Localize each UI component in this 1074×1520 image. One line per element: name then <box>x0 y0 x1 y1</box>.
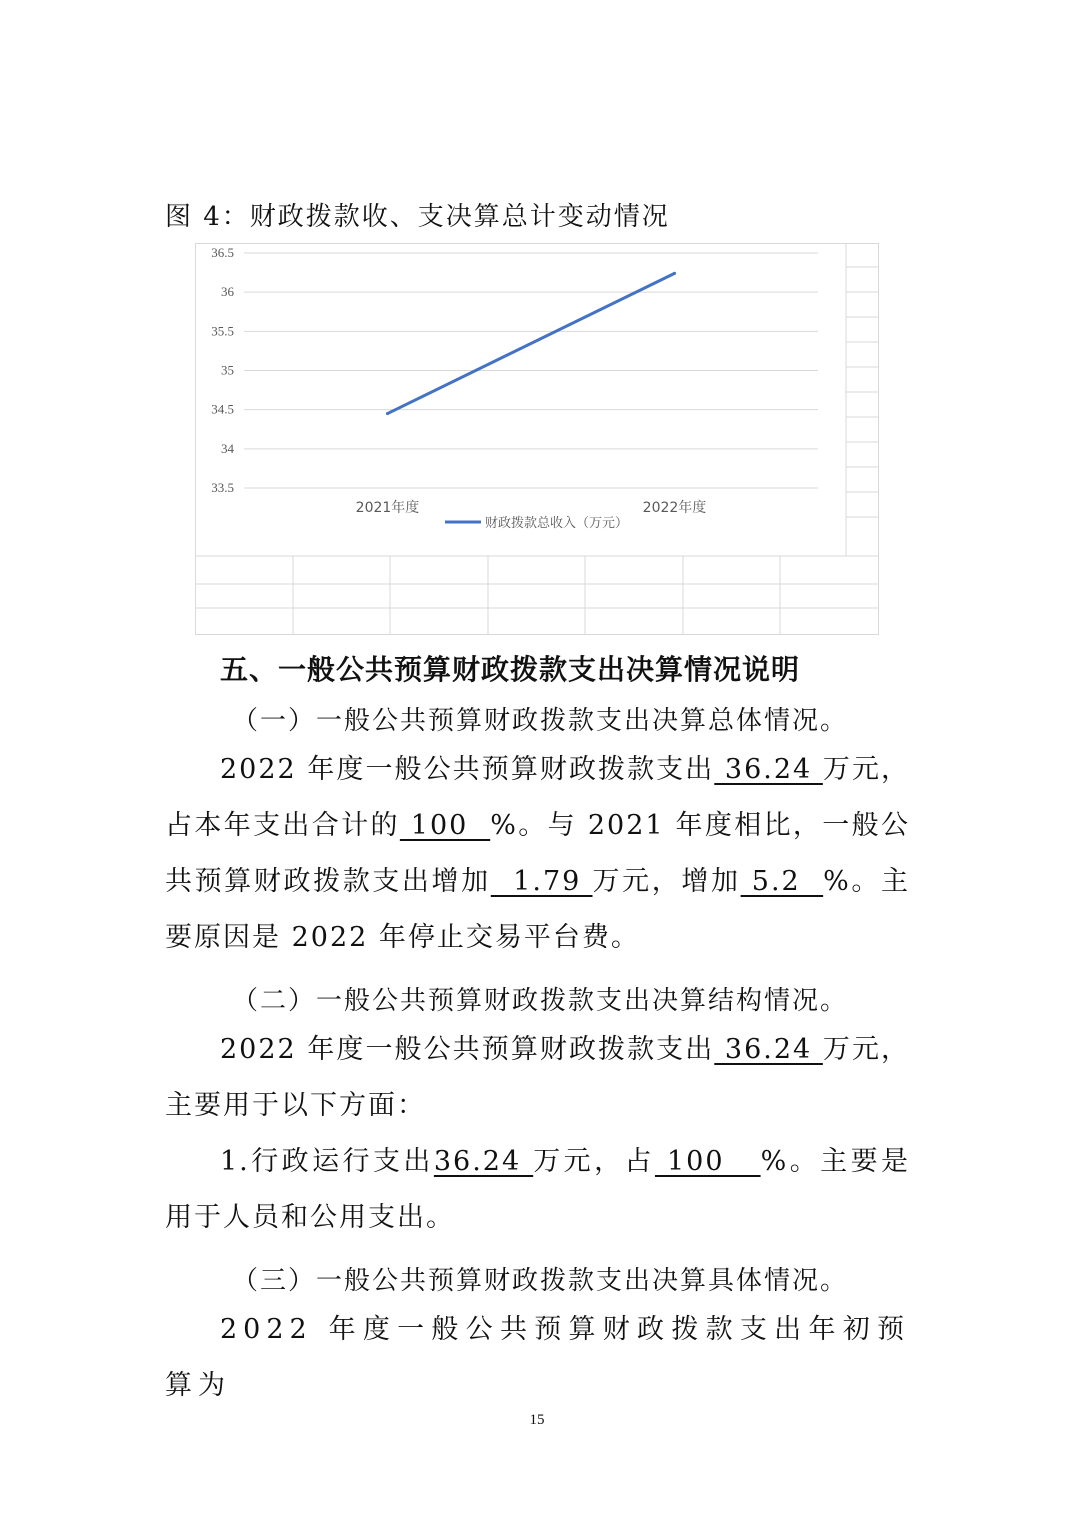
amount-value: 36.24 <box>714 754 823 785</box>
amount-value: 36.24 <box>714 1034 823 1065</box>
text: 2022 年度一般公共预算财政拨款支出 <box>220 1034 715 1065</box>
legend-label: 财政拨款总收入（万元） <box>485 516 629 531</box>
y-tick-label: 33.5 <box>211 480 234 495</box>
section-heading: 五、一般公共预算财政拨款支出决算情况说明 <box>220 653 801 686</box>
line-chart <box>195 243 879 635</box>
y-axis-ticks <box>211 245 234 495</box>
paragraph-overall <box>165 742 910 966</box>
chart-frame <box>196 244 879 635</box>
subheading-structure: （二）一般公共预算财政拨款支出决算结构情况。 <box>232 986 849 1016</box>
page-number: 15 <box>529 1412 545 1428</box>
grid-layer <box>244 253 818 488</box>
x-axis-ticks <box>356 499 707 516</box>
subheading-overall: （一）一般公共预算财政拨款支出决算总体情况。 <box>232 706 849 736</box>
chart-svg <box>195 243 879 635</box>
text: 万元，主要用于以下方面： <box>165 1034 911 1121</box>
y-tick-label: 34.5 <box>211 401 234 417</box>
data-point <box>386 412 389 415</box>
y-tick-label: 36.5 <box>211 245 234 260</box>
subheading-details: （三）一般公共预算财政拨款支出决算具体情况。 <box>232 1266 849 1296</box>
amount-value: 36.24 <box>433 1146 534 1177</box>
text: %。主要是用于人员和公用支出。 <box>165 1146 911 1233</box>
series-layer <box>386 272 676 415</box>
x-tick-label: 2021年度 <box>355 500 420 516</box>
increase-percent-value: 5.2 <box>740 866 824 897</box>
y-tick-label: 36 <box>221 284 234 300</box>
text: %。主要原因是 2022 年停止交易平台费。 <box>165 866 911 953</box>
y-tick-label: 35 <box>221 362 234 378</box>
legend <box>445 515 628 531</box>
text: 万元，占本年支出合计的 <box>165 754 911 841</box>
text: 2022 年度一般公共预算财政拨款支出 <box>220 754 715 785</box>
paragraph-structure <box>165 1022 910 1134</box>
text: 1.行政运行支出 <box>220 1146 434 1177</box>
series-line <box>388 273 675 413</box>
paragraph-details: 2022 年度一般公共预算财政拨款支出年初预算为 <box>165 1314 910 1401</box>
paragraph-admin-operation <box>165 1134 910 1246</box>
percent-value: 100 <box>399 810 491 841</box>
data-point <box>673 272 676 275</box>
y-tick-label: 34 <box>221 440 234 456</box>
increase-amount-value: 1.79 <box>490 866 593 897</box>
text: %。与 2021 年度相比，一般公共预算财政拨款支出增加 <box>165 810 910 897</box>
y-tick-label: 35.5 <box>211 323 234 339</box>
figure-caption: 图 4：财政拨款收、支决算总计变动情况 <box>165 202 670 232</box>
text: 万元，增加 <box>592 866 741 897</box>
x-tick-label: 2022年度 <box>642 500 707 516</box>
text: 万元，占 <box>533 1146 655 1177</box>
percent-value: 100 <box>654 1146 761 1177</box>
